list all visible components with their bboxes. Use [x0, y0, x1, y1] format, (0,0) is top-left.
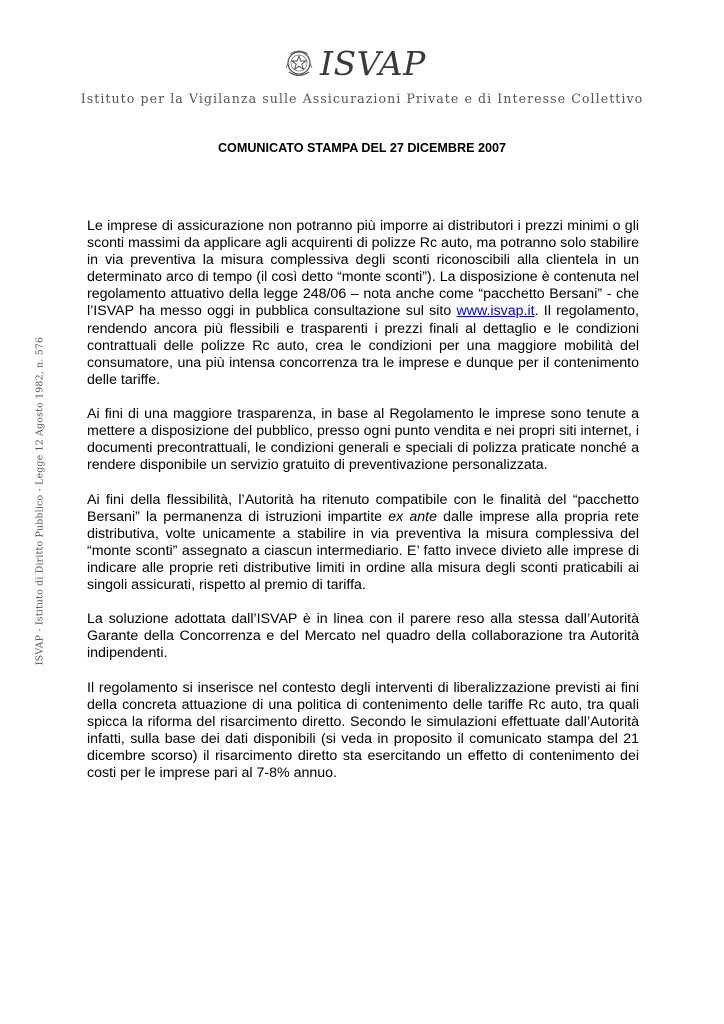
website-link[interactable]: www.isvap.it — [456, 303, 535, 320]
paragraph-4: La soluzione adottata dall’ISVAP è in linea con il parere reso alla stessa dall’Autorità Garante della Concorrenza e del Mercato nel quadro della collaborazione tra Autorità indipendenti. — [87, 611, 639, 662]
document-body — [87, 218, 639, 799]
logo-text: ISVAP — [320, 44, 426, 83]
paragraph-3-italic: ex ante — [388, 508, 437, 525]
paragraph-3-text-b: dalle imprese alla propria rete distributiva, volte unicamente a stabilire in via preventiva la misura complessiva del “monte sconti” assegnato a ciascun intermediario. E’ fatto invece divieto alle imprese di indicare alle proprie reti distributive limiti in ordine alla misura degli sconti praticabili ai singoli assicurati, rispetto al premio di tariffa. — [87, 508, 639, 593]
logo — [284, 44, 426, 84]
republic-emblem-icon — [284, 46, 314, 82]
paragraph-1-text-a: Le imprese di assicurazione non potranno più imporre ai distributori i prezzi minimi o gli sconti massimi da applicare agli acquirenti di polizze Rc auto, ma potranno solo stabilire in via preventiva la misura complessiva degli sconti riconoscibili alla clientela in un determinato arco di tempo (il così detto “monte sconti”). La disposizione è contenuta nel regolamento attuativo della legge 248/06 – nota anche come “pacchetto Bersani” - che l’ISVAP ha messo oggi in pubblica consultazione sul sito — [87, 218, 640, 320]
document-title: COMUNICATO STAMPA DEL 27 DICEMBRE 2007 — [217, 141, 507, 155]
institute-name: Istituto per la Vigilanza sulle Assicurazioni Private e di Interesse Collettivo — [80, 91, 644, 106]
paragraph-3 — [87, 492, 639, 595]
paragraph-1 — [87, 218, 639, 389]
paragraph-3-text-a: Ai fini della flessibilità, l’Autorità ha ritenuto compatibile con le finalità del “pacchetto Bersani” la permanenza di istruzioni impartite — [87, 491, 639, 525]
paragraph-5: Il regolamento si inserisce nel contesto degli interventi di liberalizzazione previsti ai fini della concreta attuazione di una politica di contenimento delle tariffe Rc auto, tra quali spicca la riforma del risarcimento diretto. Secondo le simulazioni effettuate dall’Autorità infatti, sulla base dei dati disponibili (si veda in proposito il comunicato stampa del 21 dicembre scorso) il risarcimento diretto sta esercitando un effetto di contenimento dei costi per le imprese pari al 7-8% annuo. — [87, 679, 639, 781]
paragraph-2: Ai fini di una maggiore trasparenza, in base al Regolamento le imprese sono tenute a mettere a disposizione del pubblico, presso ogni punto vendita e nei propri siti internet, i documenti precontrattuali, le condizioni generali e speciali di polizza praticate nonché a rendere disponibile un servizio gratuito di preventivazione personalizzata. — [87, 406, 639, 474]
side-legal-note-text: ISVAP - Istituto di Diritto Pubblico - Legge 12 Agosto 1982, n. 576 — [34, 336, 46, 666]
paragraph-1-text-b: . Il regolamento, rendendo ancora più flessibili e trasparenti i prezzi finali al dettaglio e le condizioni contrattuali delle polizze Rc auto, crea le condizioni per una maggiore mobilità del consumatore, una più intensa concorrenza tra le imprese e dunque per il contenimento delle tariffe. — [87, 303, 639, 388]
